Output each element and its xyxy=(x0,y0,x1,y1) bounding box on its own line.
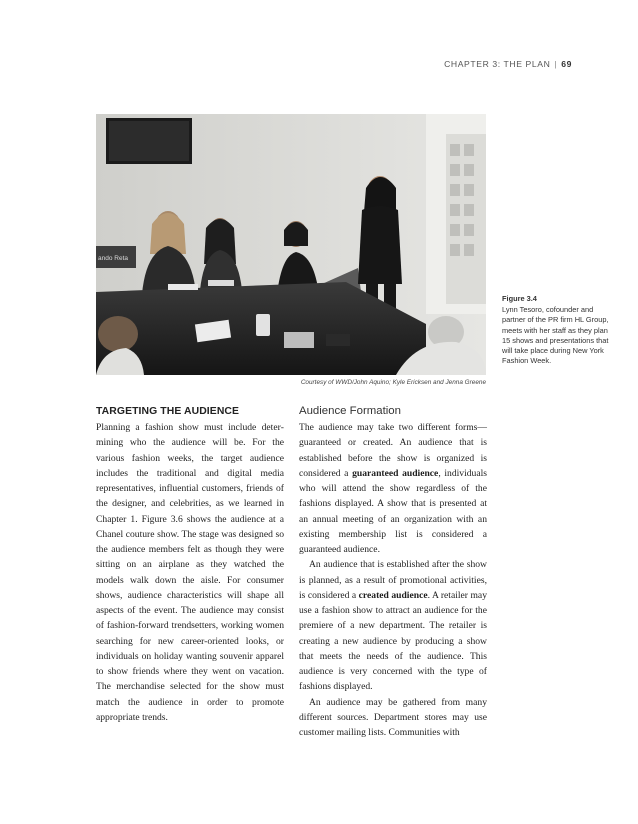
running-head-separator: | xyxy=(554,59,558,69)
right-paragraph-2 xyxy=(299,557,487,694)
term-guaranteed-audience: guaranteed audience xyxy=(352,467,439,479)
left-column-paragraph: Planning a fashion show must include determining who the audience will be. For the various fashion weeks, the target audience includes the traditional and digital media representatives, influential customers, friends of the designer, and celebrities, as we learned in Chapter 1. Figure 3.6 shows the audience at a Chanel couture show. The stage was designed so the audience members felt as though they were sitting on an airplane as they watched the models walk down the aisle. For consumer shows, audience characteristics will shape all aspects of the event. The audience may consist of fashion-forward trendsetters, working women searching for new career-oriented looks, or individuals on holiday wanting souvenir apparel to show friends where they went on vacation. The merchandise selected for the show must match the audience in order to promote appropriate trends. xyxy=(96,422,284,723)
right-paragraph-2-start: An audience that is established after the show is planned, as a result of promotional activities, is considered a xyxy=(299,559,487,601)
meeting-photo xyxy=(96,114,486,375)
chapter-title: CHAPTER 3: THE PLAN xyxy=(444,59,551,69)
right-paragraph-1-end: , individuals who will attend the show regardless of the fashions displayed. A show that is presented at an annual meeting of an organization with an existing membership list is considered a guaranteed audience. xyxy=(299,467,487,555)
right-paragraph-3: An audience may be gathered from many different sources. Department stores may use customer mailing lists. Communities with xyxy=(299,696,487,738)
right-column xyxy=(299,405,487,740)
right-paragraph-1 xyxy=(299,420,487,557)
left-column xyxy=(96,405,284,725)
photo-illustration xyxy=(96,114,486,375)
right-paragraph-1-start: The audience may take two different forms—guaranteed or created. An audience that is established before the show is organized is considered a xyxy=(299,422,487,479)
wall-sign-text: ando Reta xyxy=(98,255,128,262)
running-head xyxy=(444,59,572,69)
section-heading-targeting-audience: TARGETING THE AUDIENCE xyxy=(96,406,240,417)
subsection-heading-audience-formation: Audience Formation xyxy=(299,405,401,417)
term-created-audience: created audience xyxy=(358,589,428,601)
figure-caption-text: Lynn Tesoro, cofounder and partner of the PR firm HL Group, meets with her staff as they plan 15 shows and presentations that will take place during New York Fashion Week. xyxy=(502,305,609,366)
photo-credit: Courtesy of WWD/John Aquino; Kyle Ericksen and Jenna Greene xyxy=(300,379,486,386)
right-paragraph-2-end: . A retailer may use a fashion show to attract an audience for the premiere of a new department. The retailer is creating a new audience by producing a show that meets the needs of the audience. This audience is very concerned with the type of fashions displayed. xyxy=(299,589,487,693)
figure-caption xyxy=(502,294,614,366)
figure-label: Figure 3.4 xyxy=(502,294,537,303)
page-number: 69 xyxy=(561,59,572,69)
